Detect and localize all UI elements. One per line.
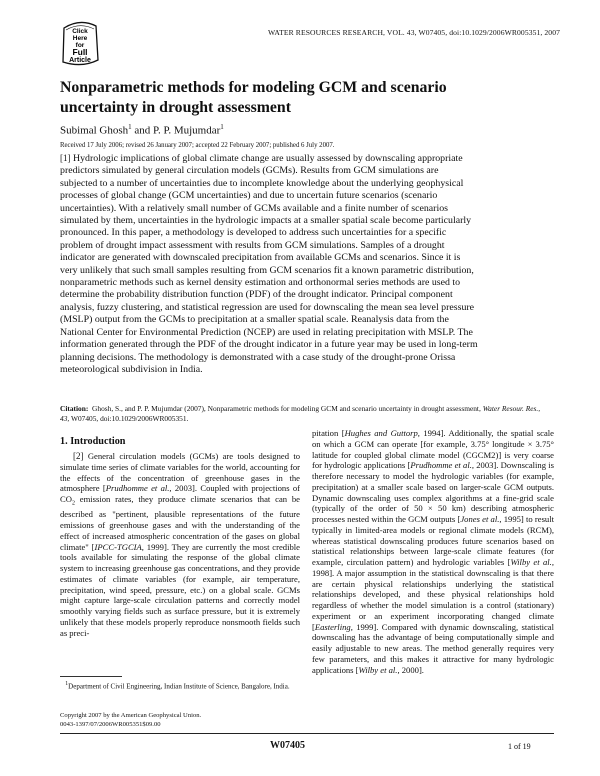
footnote-divider [60, 676, 122, 677]
citation-journal: Water Resour. Res., 43, [60, 404, 541, 423]
author-name: P. P. Mujumdar [153, 124, 221, 137]
copyright-block [60, 712, 300, 729]
author-list [60, 123, 224, 137]
journal-header: WATER RESOURCES RESEARCH, VOL. 43, W07405, doi:10.1029/2006WR005351, 2007 [267, 28, 560, 37]
body-text: , 1999]. They are currently the most credible tools available for simulating the response of the global climate system to increasing greenhouse gas concentrations, and they provide estimates of climate variables (for example, air temperature, precipitation, wind speed, pressure, etc.) on a global scale. GCMs might capture large-scale circulation patterns and correctly model smoothly varying fields such as surface pressure, but it is extremely unlikely that these models properly reproduce nonsmooth fields such as preci- [60, 541, 300, 638]
author-name: Subimal Ghosh [60, 124, 129, 137]
body-text: , 1995] to result typically in limited-area models or regional climate models (RCM), whereas statistical downscaling produces future scenarios based on statistical relationships between large-scale climate features (for example, circulation pattern) and hydrologic variables [ [312, 514, 554, 567]
affiliation-mark: 1 [128, 123, 132, 131]
citation [60, 404, 548, 424]
reference-link[interactable]: Wilby et al. [358, 664, 398, 675]
body-text: , 2003]. Coupled with projections of CO [60, 483, 300, 504]
footnote-mark: 1 [65, 681, 69, 687]
page-number: 1 of 19 [508, 742, 531, 751]
article-id: W07405 [270, 740, 305, 751]
paragraph-marker: [1] [60, 153, 71, 163]
body-text: , 1999]. Compared with dynamic downscaling, statistical downscaling has the advantage of being computationally simple and easily adjustable to new areas. The method generally requires very few parameters, and this makes it attractive for many hydrologic applications [ [312, 621, 554, 675]
logo-word-click: Click [72, 28, 88, 35]
affiliation-mark: 1 [220, 123, 224, 131]
citation-label: Citation: [60, 404, 89, 413]
body-text: pitation [ [312, 428, 345, 438]
citation-text: Ghosh, S., and P. P. Mujumdar (2007), Nonparametric methods for modeling GCM and scenario uncertainty in drought assessment, [92, 404, 481, 413]
paper-title: Nonparametric methods for modeling GCM and scenario uncertainty in drought assessment [60, 79, 447, 116]
subscript: 2 [71, 500, 75, 507]
reference-link[interactable]: Hughes and Guttorp [344, 428, 418, 438]
reference-link[interactable]: Jones et al. [460, 514, 500, 524]
footer-divider [60, 733, 554, 734]
logo-word-here: Here [72, 35, 88, 42]
copyright-line: Copyright 2007 by the American Geophysical Union. [60, 712, 202, 719]
body-text: , 1994]. Additionally, the spatial scale on which a GCM can operate [for example, 3.75° longitude × 3.75° latitude for coupled global climate model (CGCM2)] is very coarse for hydrologic applications [ [312, 428, 554, 471]
received-dates: Received 17 July 2006; revised 26 January 2007; accepted 22 February 2007; published 6 July 2007. [60, 142, 335, 149]
body-text: , 2000]. [397, 664, 424, 675]
full-article-logo[interactable] [60, 20, 100, 66]
paragraph-marker: [2] [73, 451, 84, 461]
reference-link[interactable]: Prudhomme et al. [410, 460, 472, 471]
reference-link[interactable]: Prudhomme et al. [105, 483, 170, 494]
body-text: , 1998]. A major assumption in the statistical downscaling is that there are certain physical relationships underlying the statistical relationships developed, and these physical relationships hold regardless of whether the model simulation is a control (stationary) experiment or an experiment incorporating changed climate [ [312, 557, 554, 632]
affiliation-footnote [60, 680, 300, 691]
abstract-text: Hydrologic implications of global climate change are usually assessed by downscaling appropriate predictors simulated by general circulation models (GCMs). Results from GCM simulations are subjected to a number of uncertainties due to incomplete knowledge about the underlying geophysical processes of global change (GCM uncertainties) and due to uncertain future scenarios (scenario uncertainties). With a relatively small number of GCMs available and a finite number of scenarios simulated by them, uncertainties in the hydrologic impacts at a smaller spatial scale become particularly pronounced. In this paper, a methodology is developed to address such uncertainties for a specific problem of drought impact assessment with results from GCM simulations. Samples of a drought indicator are generated with downscaled precipitation from available GCMs and scenarios. Since it is very unlikely that such small samples resulting from GCM scenarios fit a known parametric distribution, nonparametric methods such as kernel density estimation and orthonormal series methods are used to determine the probability distribution function (PDF) of the drought indicator. Principal component analysis, fuzzy clustering, and statistical regression are used for downscaling the mean sea level pressure (MSLP) output from the GCMs to precipitation at a smaller spatial scale. Reanalysis data from the National Center for Environmental Prediction (NCEP) are used in relating precipitation with MSLP. The information generated through the PDF of the drought indicator in a future year may be used in long-term planning decisions. The methodology is demonstrated with a case study of the drought-prone Orissa meteorological subdivision in India. [60, 153, 478, 375]
logo-word-full: Full [72, 47, 88, 57]
reference-link[interactable]: Easterling [314, 621, 351, 632]
logo-word-for: for [75, 42, 85, 49]
body-text: , 2003]. Downscaling is therefore necessary to model the hydrologic variables (for example, precipitation) at a smaller scale based on larger-scale GCM outputs. Dynamic downscaling uses complex algorithms at a fine-grid scale (typically of the order of 50 × 50 km) describing atmospheric processes nested within the GCM outputs [ [312, 460, 554, 524]
abstract [60, 152, 478, 376]
footnote-text: Department of Civil Engineering, Indian Institute of Science, Bangalore, India. [68, 682, 290, 691]
reference-link[interactable]: Wilby et al. [510, 557, 552, 567]
citation-doi: W07405, doi:10.1029/2006WR005351. [70, 414, 189, 423]
body-column-right [312, 428, 554, 675]
author-conjunction: and [131, 124, 154, 137]
logo-word-article: Article [69, 57, 91, 64]
body-text: emission rates, they produce climate scenarios that can be described as "pertinent, plausible representations of the future emissions of greenhouse gases and with the understanding of the effect of increased atmospheric concentration of the gases on global climate" [ [60, 494, 300, 552]
body-column-left [60, 451, 300, 638]
issn-line: 0043-1397/07/2006WR005351$09.00 [60, 720, 161, 728]
body-text: General circulation models (GCMs) are tools designed to simulate time series of climate variables for the world, accounting for the effects of the concentration of greenhouse gases in the atmosphere [ [60, 451, 301, 494]
reference-link[interactable]: IPCC-TGCIA [94, 541, 142, 552]
section-heading: 1. Introduction [60, 436, 126, 447]
